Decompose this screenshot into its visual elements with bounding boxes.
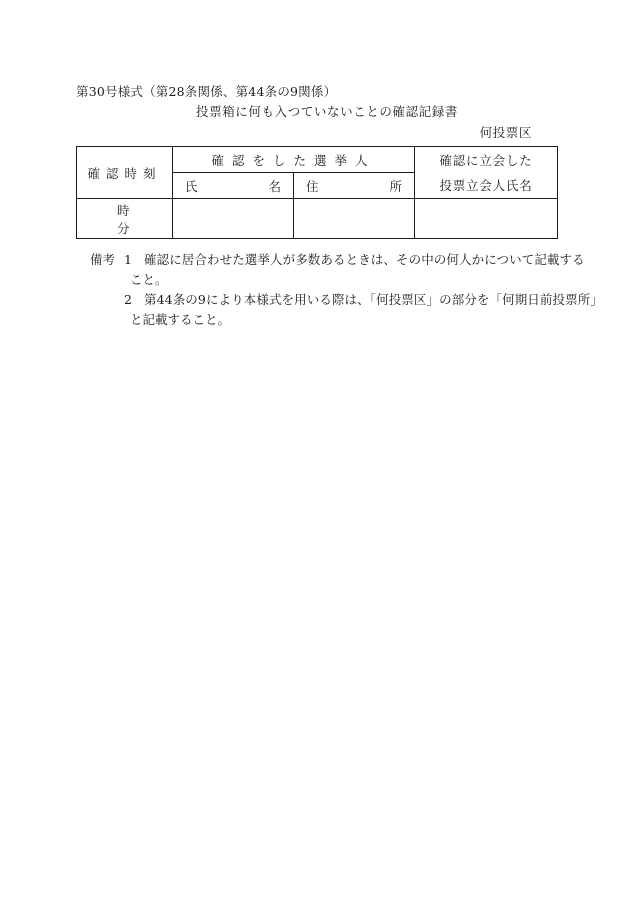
note-number: 1 bbox=[124, 252, 132, 267]
confirmation-record-table bbox=[76, 146, 558, 239]
witness-value-cell[interactable] bbox=[415, 199, 558, 239]
name-value-cell[interactable] bbox=[173, 199, 294, 239]
address-header-right: 所 bbox=[389, 178, 403, 194]
notes-section bbox=[90, 250, 603, 330]
name-header-right: 名 bbox=[268, 178, 281, 194]
note-continuation: こと。 bbox=[130, 272, 168, 287]
table-data-row bbox=[77, 199, 558, 239]
address-header bbox=[294, 173, 415, 199]
hour-label: 時 bbox=[117, 202, 130, 218]
document-title: 投票箱に何も入つていないことの確認記録書 bbox=[196, 104, 459, 119]
witness-header-line1: 確認に立会した bbox=[415, 147, 558, 173]
note-item-2 bbox=[90, 290, 603, 310]
witness-header-line2: 投票立会人氏名 bbox=[415, 173, 558, 199]
name-header-left: 氏 bbox=[185, 178, 198, 194]
address-value-cell[interactable] bbox=[294, 199, 415, 239]
note-number: 2 bbox=[124, 292, 132, 307]
note-text: 第44条の9により本様式を用いる際は、「何投票区」の部分を「何期日前投票所」 bbox=[144, 292, 603, 307]
note-text: 確認に居合わせた選挙人が多数あるときは、その中の何人かについて記載する bbox=[144, 252, 585, 267]
name-header bbox=[173, 173, 294, 199]
form-number: 第30号様式（第28条関係、第44条の9関係） bbox=[76, 84, 337, 99]
district-label: 何投票区 bbox=[479, 125, 532, 140]
address-header-left: 住 bbox=[306, 178, 319, 194]
notes-label: 備考 bbox=[90, 252, 116, 267]
time-value-cell[interactable] bbox=[77, 199, 173, 239]
confirm-time-header: 確認時刻 bbox=[77, 147, 173, 199]
note-continuation: と記載すること。 bbox=[130, 312, 231, 327]
voter-header: 確認をした選挙人 bbox=[173, 147, 415, 173]
note-item-1 bbox=[90, 250, 585, 270]
minute-label: 分 bbox=[117, 220, 130, 236]
table-header-row-1 bbox=[77, 147, 558, 173]
